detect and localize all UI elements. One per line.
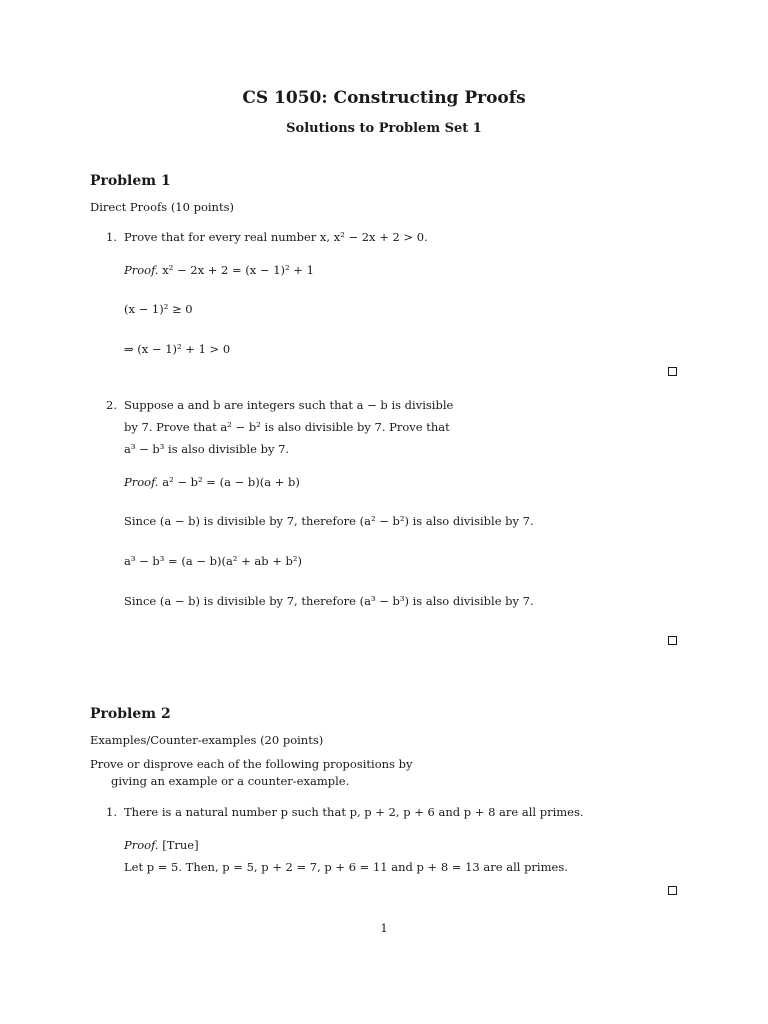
problem2-intro-line2: giving an example or a counter-example. xyxy=(111,774,350,788)
problem2-item1-statement: There is a natural number p such that p, p + 2, p + 6 and p + 8 are all primes. xyxy=(124,805,584,819)
proof-label: Proof. xyxy=(124,475,159,489)
qed-square-icon xyxy=(668,367,677,376)
proof-verdict: [True] xyxy=(162,838,199,852)
problem2-intro-line1: Prove or disprove each of the following propositions by xyxy=(90,757,413,771)
problem1-item2-proof-line1 xyxy=(124,475,300,489)
problem1-item2-statement-line1: Suppose a and b are integers such that a − b is divisible xyxy=(124,398,454,412)
problem2-item1-number: 1. xyxy=(106,805,117,819)
problem2-description: Examples/Counter-examples (20 points) xyxy=(90,733,324,747)
problem2-item1-proof-line2: Let p = 5. Then, p = 5, p + 2 = 7, p + 6 = 11 and p + 8 = 13 are all primes. xyxy=(124,860,568,874)
problem2-heading: Problem 2 xyxy=(90,706,171,722)
page-number: 1 xyxy=(380,921,388,935)
proof-label: Proof. xyxy=(124,838,159,852)
problem1-item2-proof-line2: Since (a − b) is divisible by 7, therefore (a² − b²) is also divisible by 7. xyxy=(124,514,534,528)
proof-equation: x² − 2x + 2 = (x − 1)² + 1 xyxy=(162,263,314,277)
problem1-item1-proof-line2: (x − 1)² ≥ 0 xyxy=(124,302,193,316)
problem1-item2-proof-line4: Since (a − b) is divisible by 7, therefore (a³ − b³) is also divisible by 7. xyxy=(124,594,534,608)
proof-label: Proof. xyxy=(124,263,159,277)
document-subtitle: Solutions to Problem Set 1 xyxy=(286,121,482,136)
problem2-item1-proof-line1 xyxy=(124,838,199,852)
problem1-item2-statement-line3: a³ − b³ is also divisible by 7. xyxy=(124,442,290,456)
qed-square-icon xyxy=(668,636,677,645)
problem1-item2-number: 2. xyxy=(106,398,117,412)
proof-equation: a² − b² = (a − b)(a + b) xyxy=(162,475,300,489)
problem1-heading: Problem 1 xyxy=(90,173,171,189)
qed-square-icon xyxy=(668,886,677,895)
problem1-description: Direct Proofs (10 points) xyxy=(90,200,234,214)
problem1-item1-number: 1. xyxy=(106,230,117,244)
problem1-item1-statement: Prove that for every real number x, x² − 2x + 2 > 0. xyxy=(124,230,428,244)
document-title: CS 1050: Constructing Proofs xyxy=(242,88,526,108)
problem1-item1-proof-line3: ⇒ (x − 1)² + 1 > 0 xyxy=(124,342,231,356)
problem1-item2-statement-line2: by 7. Prove that a² − b² is also divisible by 7. Prove that xyxy=(124,420,450,434)
problem1-item1-proof-line1 xyxy=(124,263,314,277)
problem1-item2-proof-line3: a³ − b³ = (a − b)(a² + ab + b²) xyxy=(124,554,302,568)
